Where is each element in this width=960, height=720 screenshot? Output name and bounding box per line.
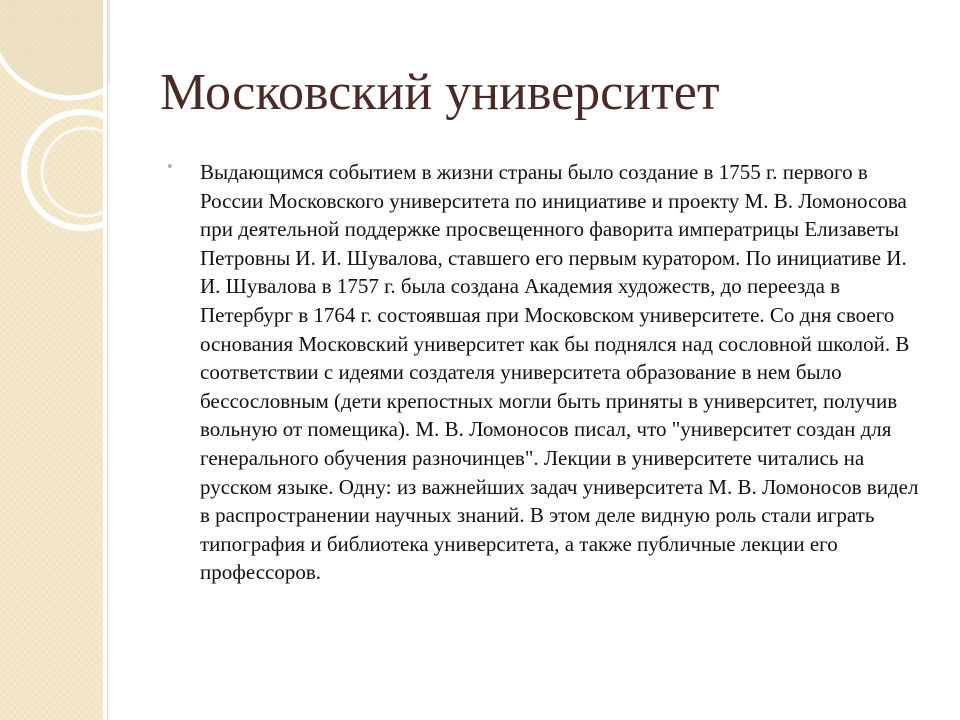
body-paragraph: Выдающимся событием в жизни страны было создание в 1755 г. первого в России Московского университета по инициативе и проекту М. В. Ломоносова при деятельной поддержке просвещенного фаворита императрицы Елизаветы Петровны И. И. Шувалова, ставшего его первым куратором. По инициативе И. И. Шувалова в 1757 г. была создана Академия художеств, до переезда в Петербург в 1764 г. состоявшая при Московском университете. Со дня своего основания Московский университет как бы поднялся над сословной школой. В соответствии с идеями создателя университета образование в нем было бессословным (дети крепостных могли быть приняты в университет, получив вольную от помещика). М. В. Ломоносов писал, что "университет создан для генерального обучения разночинцев". Лекции в университете читались на русском языке. Одну: из важнейших задач университета М. В. Ломоносов видел в распространении научных знаний. В этом деле видную роль стали играть типография и библиотека университета, а также публичные лекции его профессоров. (200, 160, 919, 585)
decorative-rings (0, 0, 110, 260)
decorative-ring-large (0, 0, 110, 98)
bullet-dot-icon: • (166, 160, 174, 175)
slide-title: Московский университет (160, 64, 720, 121)
slide-content (166, 158, 928, 587)
side-divider-line (107, 0, 108, 720)
decorative-ring-small (42, 128, 110, 216)
